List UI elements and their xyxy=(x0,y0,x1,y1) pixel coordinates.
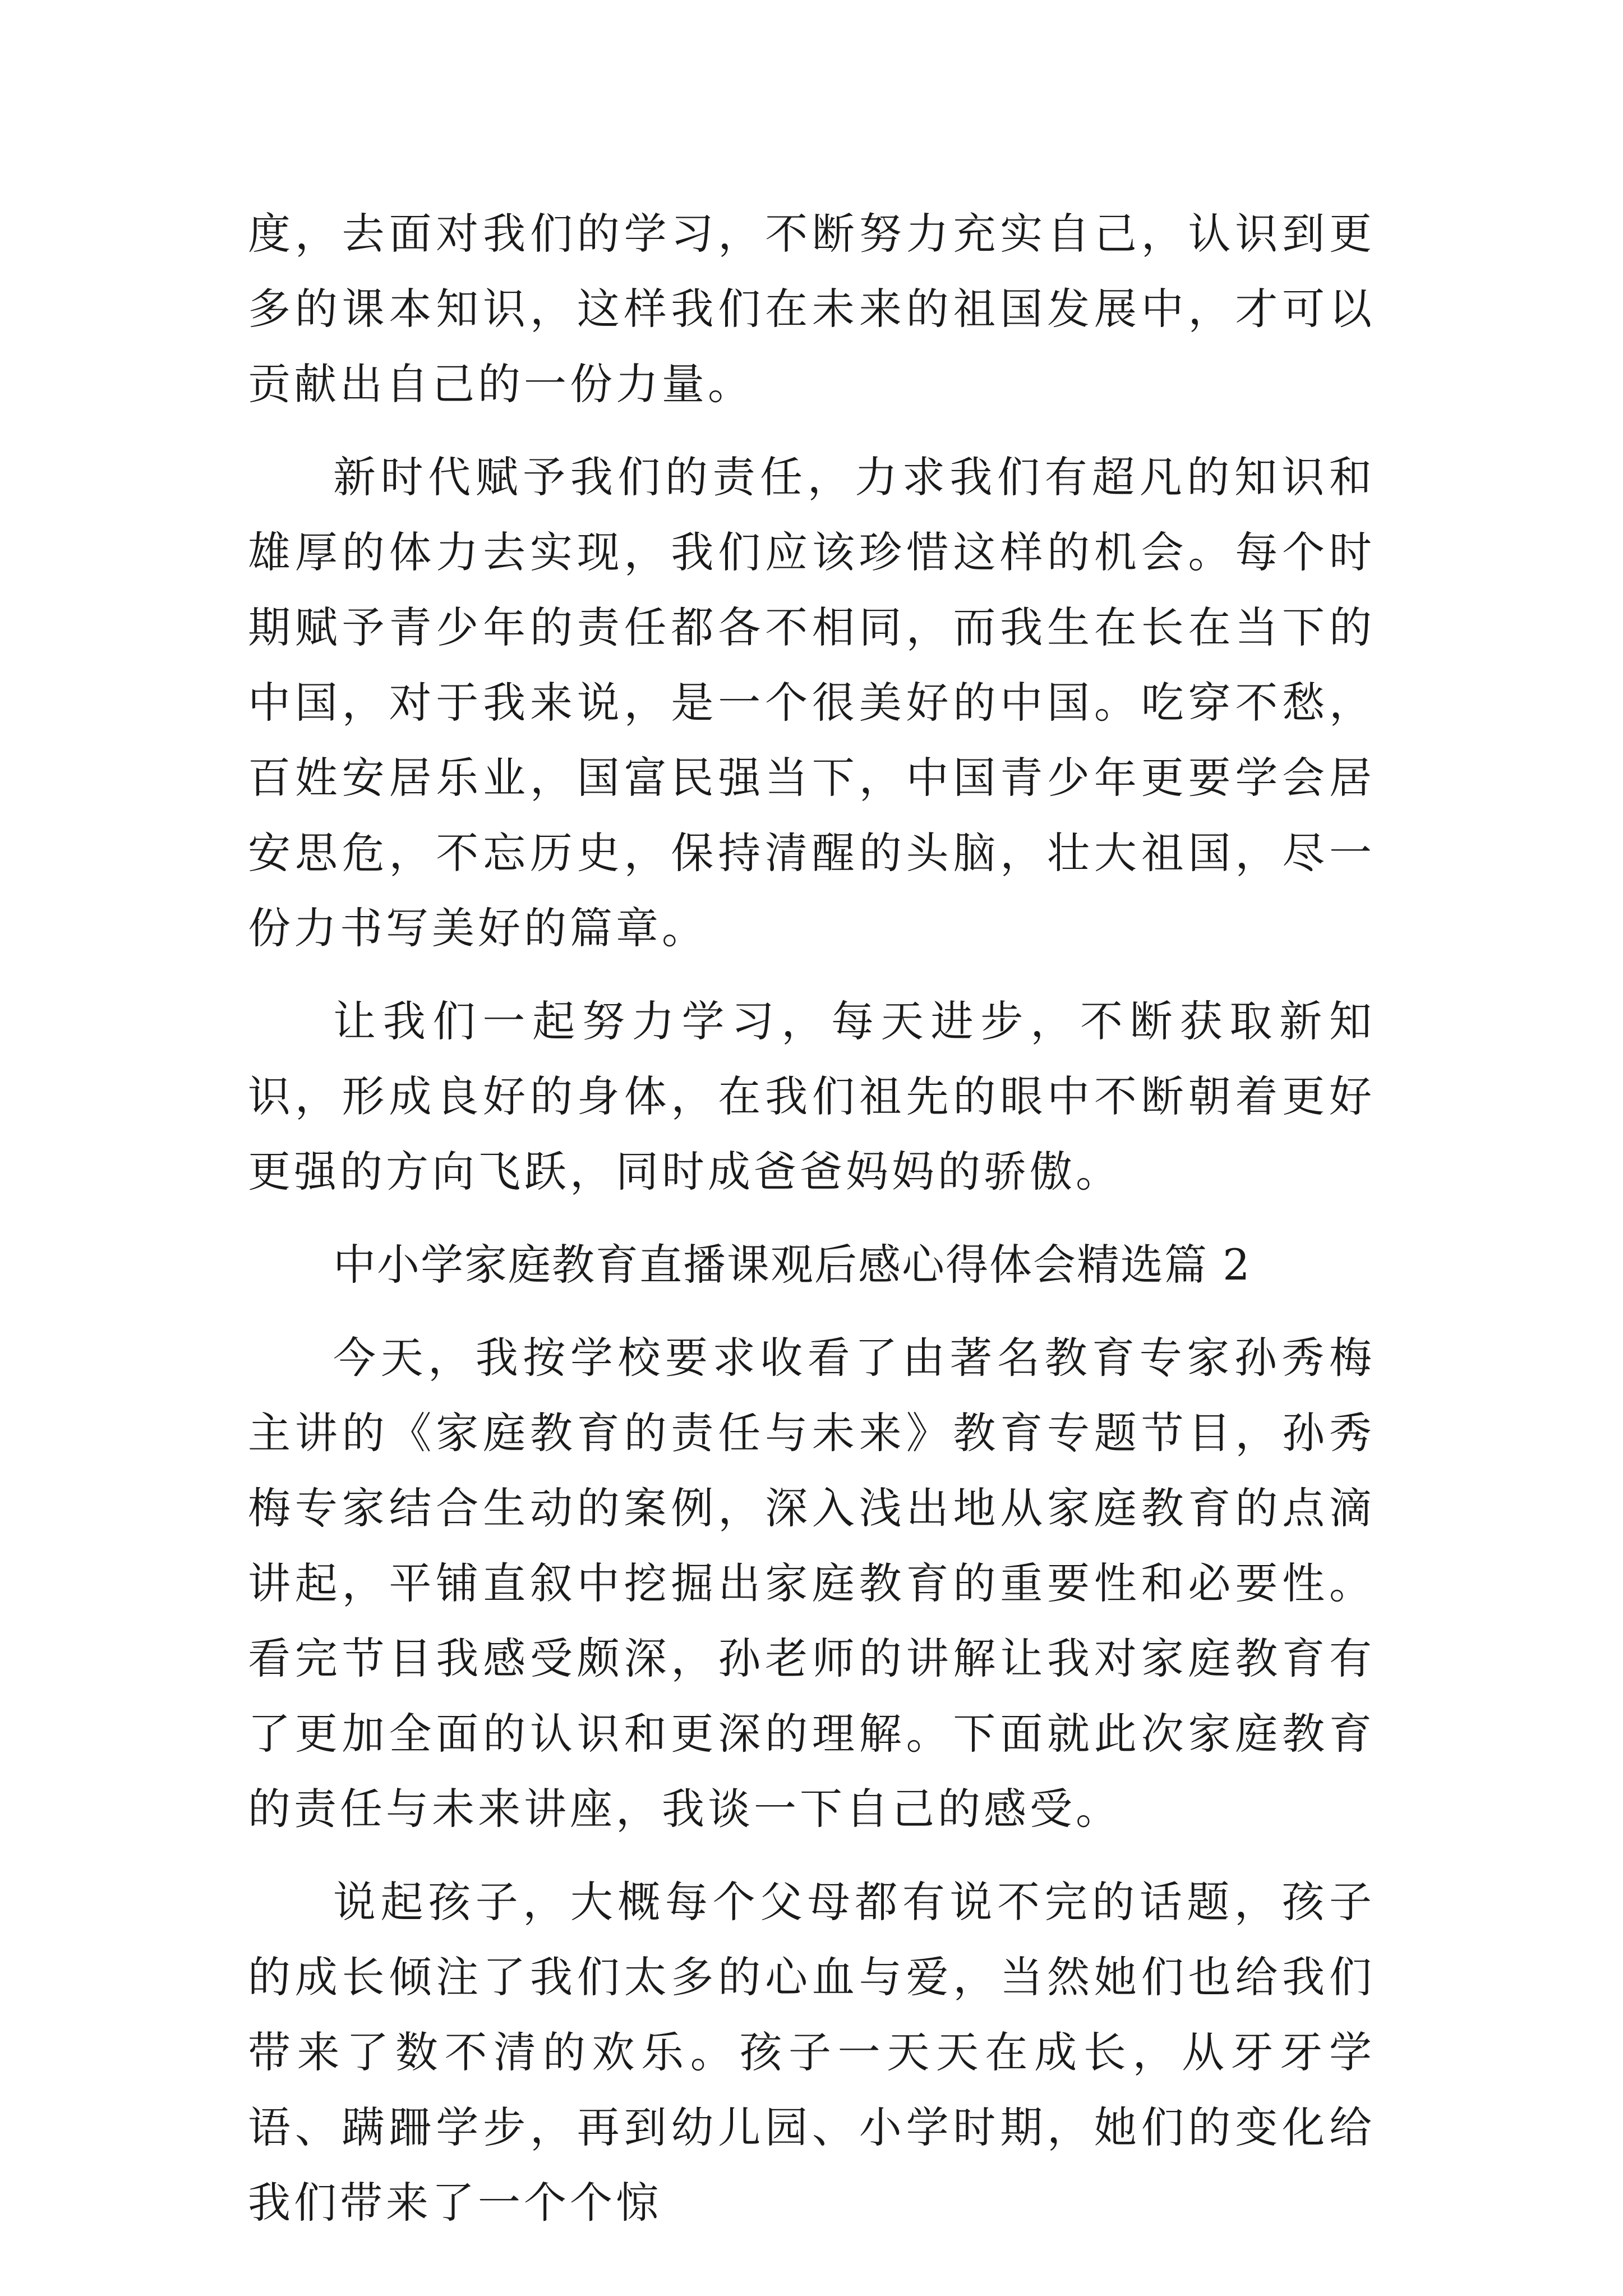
paragraph-4: 今天，我按学校要求收看了由著名教育专家孙秀梅主讲的《家庭教育的责任与未来》教育专题节目，孙秀梅专家结合生动的案例，深入浅出地从家庭教育的点滴讲起，平铺直叙中挖掘出家庭教育的重要性和必要性。看完节目我感受颇深，孙老师的讲解让我对家庭教育有了更加全面的认识和更深的理解。下面就此次家庭教育的责任与未来讲座，我谈一下自己的感受。 xyxy=(248,1333,1375,1834)
section-heading: 中小学家庭教育直播课观后感心得体会精选篇 2 xyxy=(333,1240,1251,1290)
document-body xyxy=(248,196,1375,2258)
paragraph-2: 新时代赋予我们的责任，力求我们有超凡的知识和雄厚的体力去实现，我们应该珍惜这样的机会。每个时期赋予青少年的责任都各不相同，而我生在长在当下的中国，对于我来说，是一个很美好的中国。吃穿不愁，百姓安居乐业，国富民强当下，中国青少年更要学会居安思危，不忘历史，保持清醒的头脑，壮大祖国，尽一份力书写美好的篇章。 xyxy=(248,452,1375,953)
paragraph-5: 说起孩子，大概每个父母都有说不完的话题，孩子的成长倾注了我们太多的心血与爱，当然她们也给我们带来了数不清的欢乐。孩子一天天在成长，从牙牙学语、蹒跚学步，再到幼儿园、小学时期，她们的变化给我们带来了一个个惊 xyxy=(248,1877,1375,2228)
paragraph-3: 让我们一起努力学习，每天进步，不断获取新知识，形成良好的身体，在我们祖先的眼中不断朝着更好更强的方向飞跃，同时成爸爸妈妈的骄傲。 xyxy=(248,996,1375,1197)
paragraph-1: 度，去面对我们的学习，不断努力充实自己，认识到更多的课本知识，这样我们在未来的祖国发展中，才可以贡献出自己的一份力量。 xyxy=(248,209,1375,409)
